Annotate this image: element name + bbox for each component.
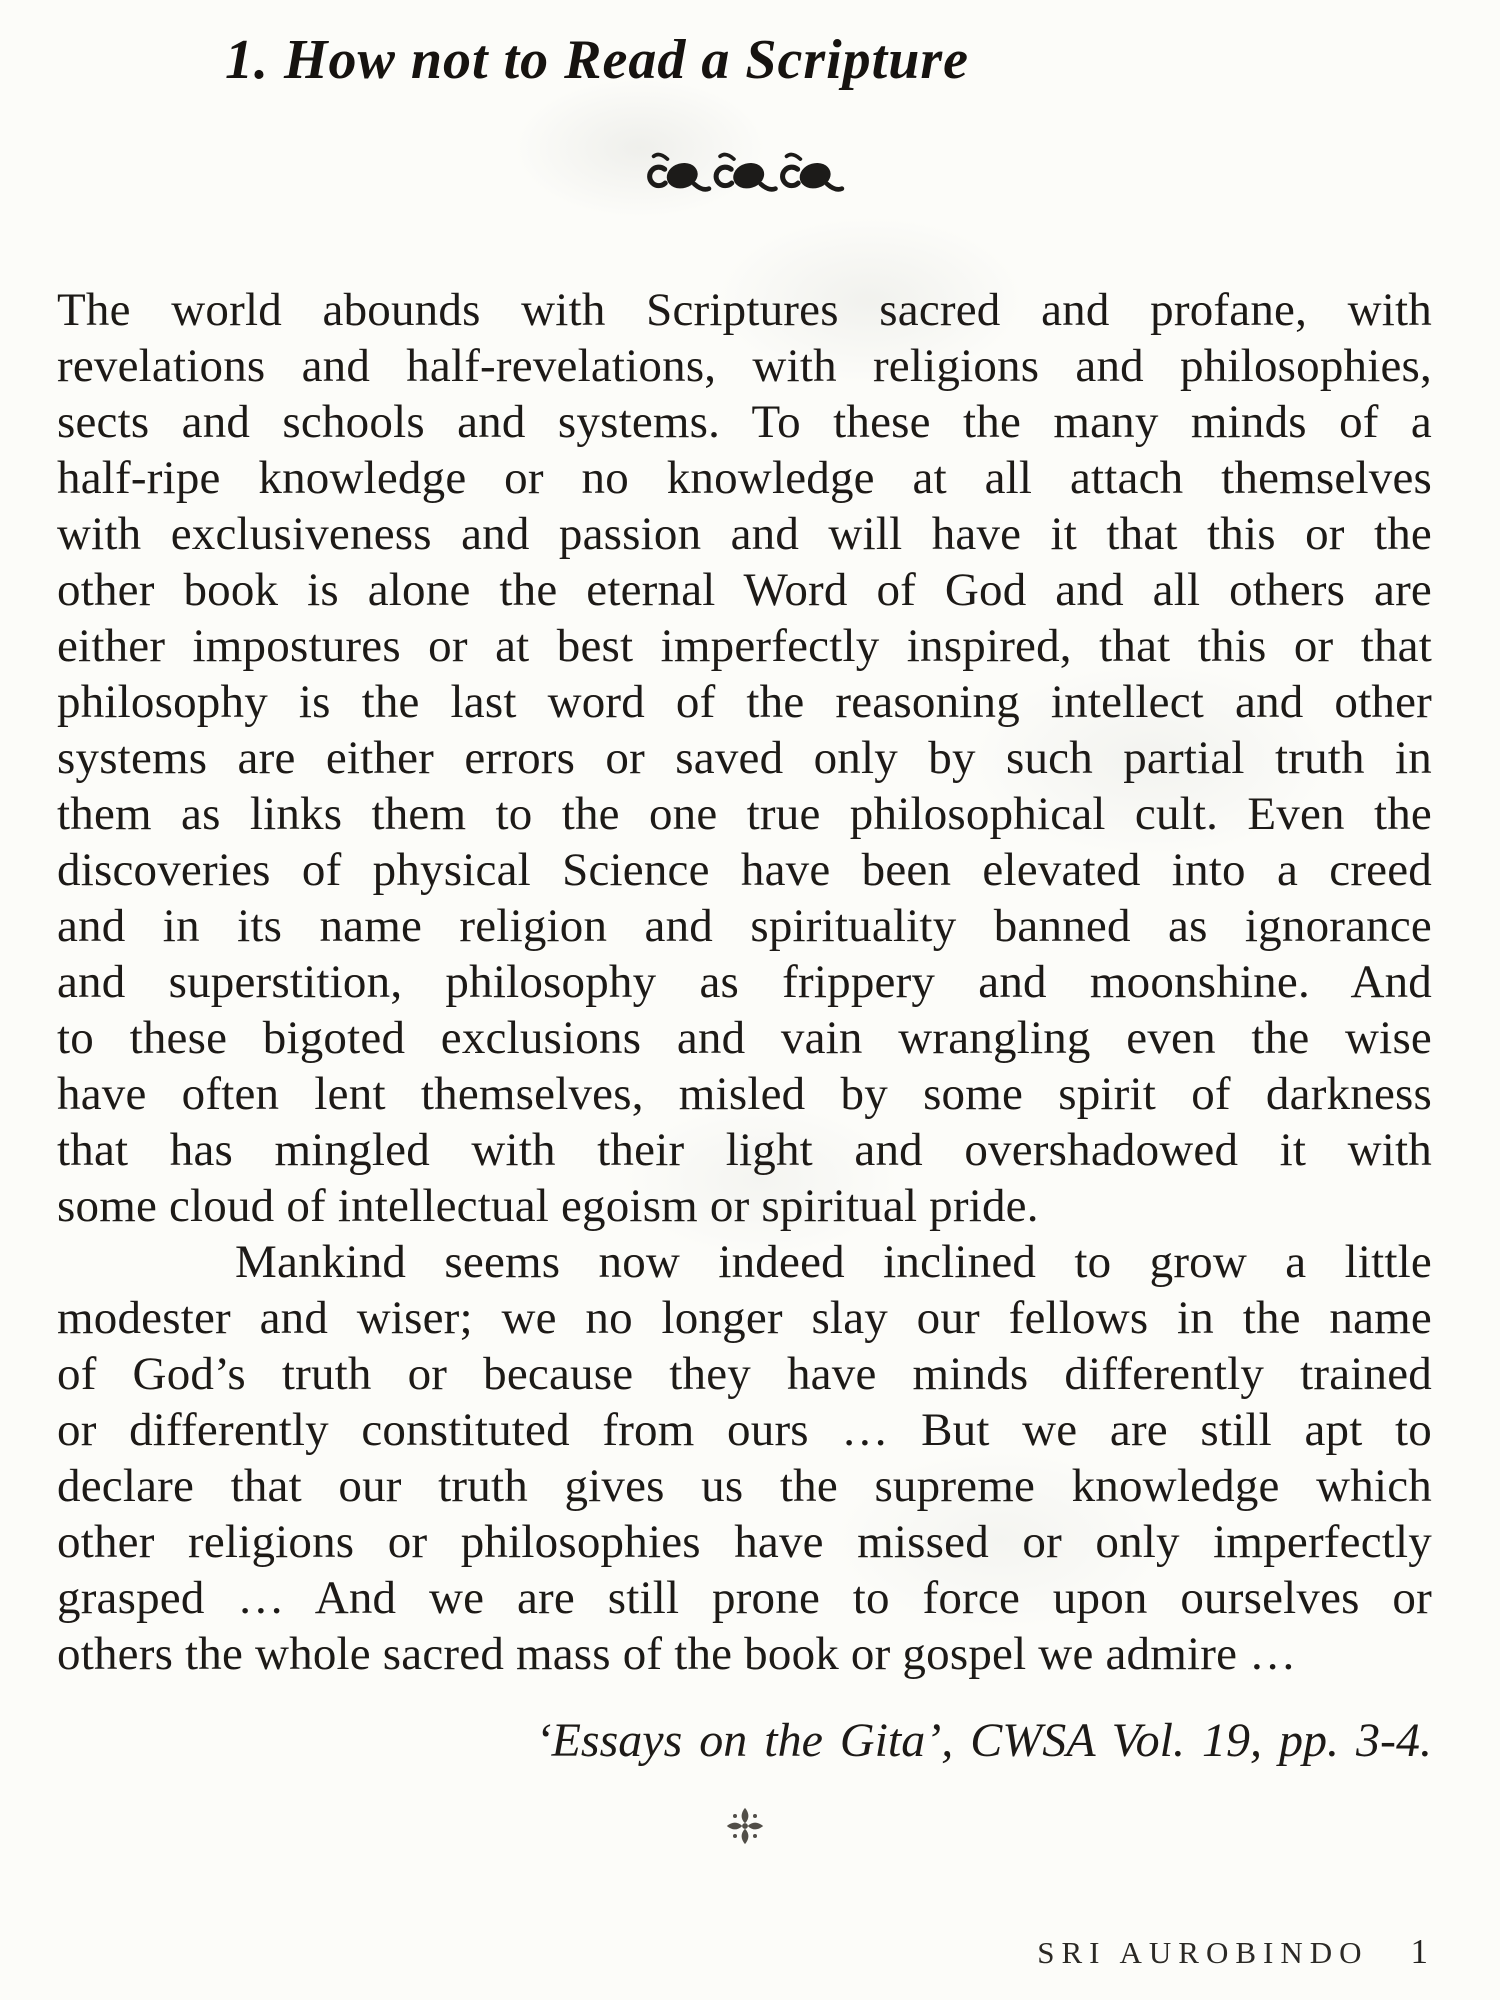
paragraph	[57, 282, 1432, 1234]
body-text	[57, 282, 1432, 1682]
text-line: grasped … And we are still prone to force upon ourselves or	[57, 1572, 1432, 1624]
floret-icon	[725, 1806, 765, 1846]
paragraph	[57, 1234, 1432, 1682]
text-line: either impostures or at best imperfectly inspired, that this or that	[57, 620, 1432, 672]
text-line: them as links them to the one true philosophical cult. Even the	[57, 788, 1432, 840]
text-line: systems are either errors or saved only by such partial truth in	[57, 732, 1432, 784]
text-line: discoveries of physical Science have been elevated into a creed	[57, 844, 1432, 896]
text-line: some cloud of intellectual egoism or spiritual pride.	[57, 1180, 1039, 1232]
text-line: have often lent themselves, misled by some spirit of darkness	[57, 1068, 1432, 1120]
page-number: 1	[1410, 1932, 1428, 1971]
fleuron-row-icon	[645, 148, 845, 196]
text-line: revelations and half-revelations, with religions and philosophies,	[57, 340, 1432, 392]
text-line: declare that our truth gives us the supreme knowledge which	[57, 1460, 1432, 1512]
text-line: sects and schools and systems. To these the many minds of a	[57, 396, 1432, 448]
chapter-title: 1. How not to Read a Scripture	[224, 29, 970, 91]
text-line: modester and wiser; we no longer slay our fellows in the name	[57, 1292, 1432, 1344]
author-name: SRI AUROBINDO	[1037, 1935, 1369, 1970]
text-line: of God’s truth or because they have minds differently trained	[57, 1348, 1432, 1400]
text-line: to these bigoted exclusions and vain wrangling even the wise	[57, 1012, 1432, 1064]
attribution-line: ‘Essays on the Gita’, CWSA Vol. 19, pp. 3-4.	[535, 1714, 1432, 1767]
end-ornament	[57, 1806, 1432, 1856]
header-ornament	[57, 148, 1432, 208]
text-line: philosophy is the last word of the reasoning intellect and other	[57, 676, 1432, 728]
text-line: other religions or philosophies have missed or only imperfectly	[57, 1516, 1432, 1568]
text-line: with exclusiveness and passion and will have it that this or the	[57, 508, 1432, 560]
text-line: Mankind seems now indeed inclined to grow a little	[235, 1236, 1432, 1288]
text-line: other book is alone the eternal Word of God and all others are	[57, 564, 1432, 616]
text-line: half-ripe knowledge or no knowledge at all attach themselves	[57, 452, 1432, 504]
text-line: that has mingled with their light and overshadowed it with	[57, 1124, 1432, 1176]
text-line: The world abounds with Scriptures sacred and profane, with	[57, 284, 1432, 336]
text-line: and in its name religion and spirituality banned as ignorance	[57, 900, 1432, 952]
page-footer	[57, 1932, 1432, 1972]
text-line: others the whole sacred mass of the book or gospel we admire …	[57, 1628, 1297, 1680]
text-line: or differently constituted from ours … But we are still apt to	[57, 1404, 1432, 1456]
text-line: and superstition, philosophy as frippery and moonshine. And	[57, 956, 1432, 1008]
